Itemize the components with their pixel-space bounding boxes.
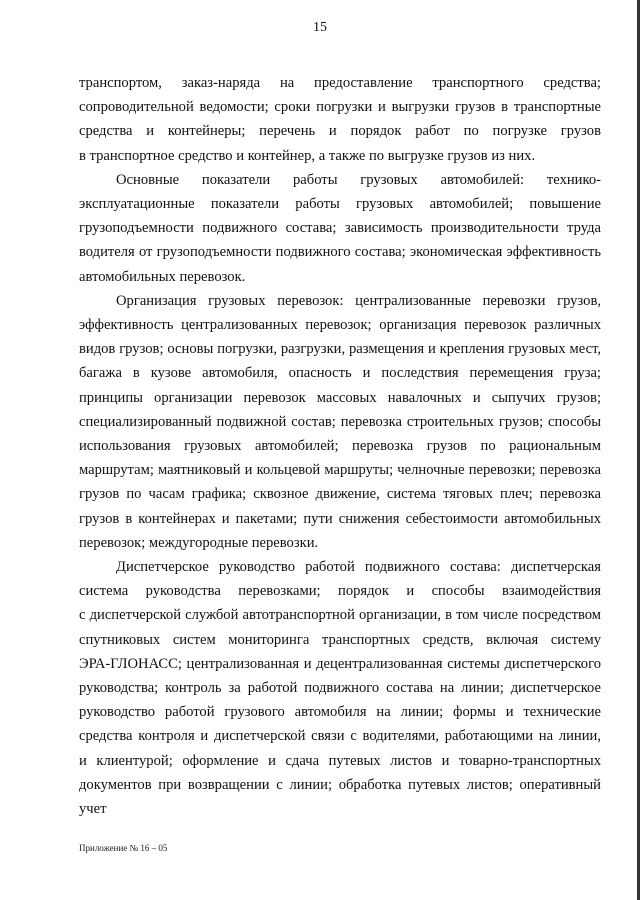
text-line: перевозок; междугородные перевозки. bbox=[79, 534, 319, 551]
text-line: специализированный подвижной состав; перевозка строительных грузов; способы bbox=[79, 413, 601, 430]
text-line: система руководства перевозками; порядок и способы взаимодействия bbox=[79, 583, 601, 600]
text-line: транспортом, заказ-наряда на предоставление транспортного средства; bbox=[79, 75, 601, 91]
text-line: автомобильных перевозок. bbox=[79, 268, 246, 285]
text-line: средства контроля и диспетчерской связи с водителями, работающими на линии, bbox=[79, 728, 601, 745]
text-line: багажа в кузове автомобиля, опасность и последствия перемещения груза; bbox=[79, 365, 601, 382]
text-line: и клиентурой; оформление и сдача путевых листов и товарно-транспортных bbox=[79, 752, 601, 769]
paragraph-cargo-organization bbox=[79, 289, 601, 555]
paragraph-dispatch-management bbox=[79, 555, 601, 821]
text-line: Организация грузовых перевозок: централизованные перевозки грузов, bbox=[116, 292, 601, 309]
text-line: водителя от грузоподъемности подвижного состава; экономическая эффективность bbox=[79, 244, 601, 261]
text-line: документов при возвращении с линии; обработка путевых листов; оперативный учет bbox=[79, 776, 601, 818]
page-footer: Приложение № 16 – 05 bbox=[79, 843, 168, 853]
text-line: сопроводительной ведомости; сроки погрузки и выгрузки грузов в транспортные bbox=[79, 99, 601, 116]
text-line: видов грузов; основы погрузки, разгрузки, размещения и крепления грузовых мест, bbox=[79, 341, 601, 358]
text-line: принципы организации перевозок массовых навалочных и сыпучих грузов; bbox=[79, 389, 601, 406]
text-line: руководство работой грузового автомобиля на линии; формы и технические bbox=[79, 704, 601, 721]
page-number: 15 bbox=[313, 20, 327, 35]
text-line: грузоподъемности подвижного состава; зависимость производительности труда bbox=[79, 220, 601, 237]
text-line: Основные показатели работы грузовых автомобилей: технико- bbox=[116, 171, 601, 188]
text-line: в транспортное средство и контейнер, а также по выгрузке грузов из них. bbox=[79, 147, 536, 164]
text-line: руководства; контроль за работой подвижного состава на линии; диспетчерское bbox=[79, 680, 601, 697]
text-line: эффективность централизованных перевозок; организация перевозок различных bbox=[79, 317, 601, 334]
text-line: маршрутам; маятниковый и кольцевой маршруты; челночные перевозки; перевозка bbox=[79, 462, 601, 479]
text-line: грузов в контейнерах и пакетами; пути снижения себестоимости автомобильных bbox=[79, 510, 601, 527]
text-line: грузов по часам графика; сквозное движение, система тяговых плеч; перевозка bbox=[79, 486, 601, 503]
paragraph-truck-performance bbox=[79, 168, 601, 289]
text-line: использования грузовых автомобилей; перевозка грузов по рациональным bbox=[79, 438, 601, 455]
text-line: спутниковых систем мониторинга транспортных средств, включая систему bbox=[79, 631, 601, 648]
text-line: Диспетчерское руководство работой подвижного состава: диспетчерская bbox=[116, 559, 601, 576]
text-line: ЭРА-ГЛОНАСС; централизованная и децентрализованная системы диспетчерского bbox=[79, 655, 601, 672]
paragraph-transport-documents bbox=[79, 71, 601, 168]
text-line: средства и контейнеры; перечень и порядок работ по погрузке грузов bbox=[79, 123, 601, 140]
text-line: эксплуатационные показатели работы грузовых автомобилей; повышение bbox=[79, 196, 601, 213]
text-line: с диспетчерской службой автотранспортной организации, в том числе посредством bbox=[79, 607, 601, 624]
document-body bbox=[79, 71, 601, 821]
